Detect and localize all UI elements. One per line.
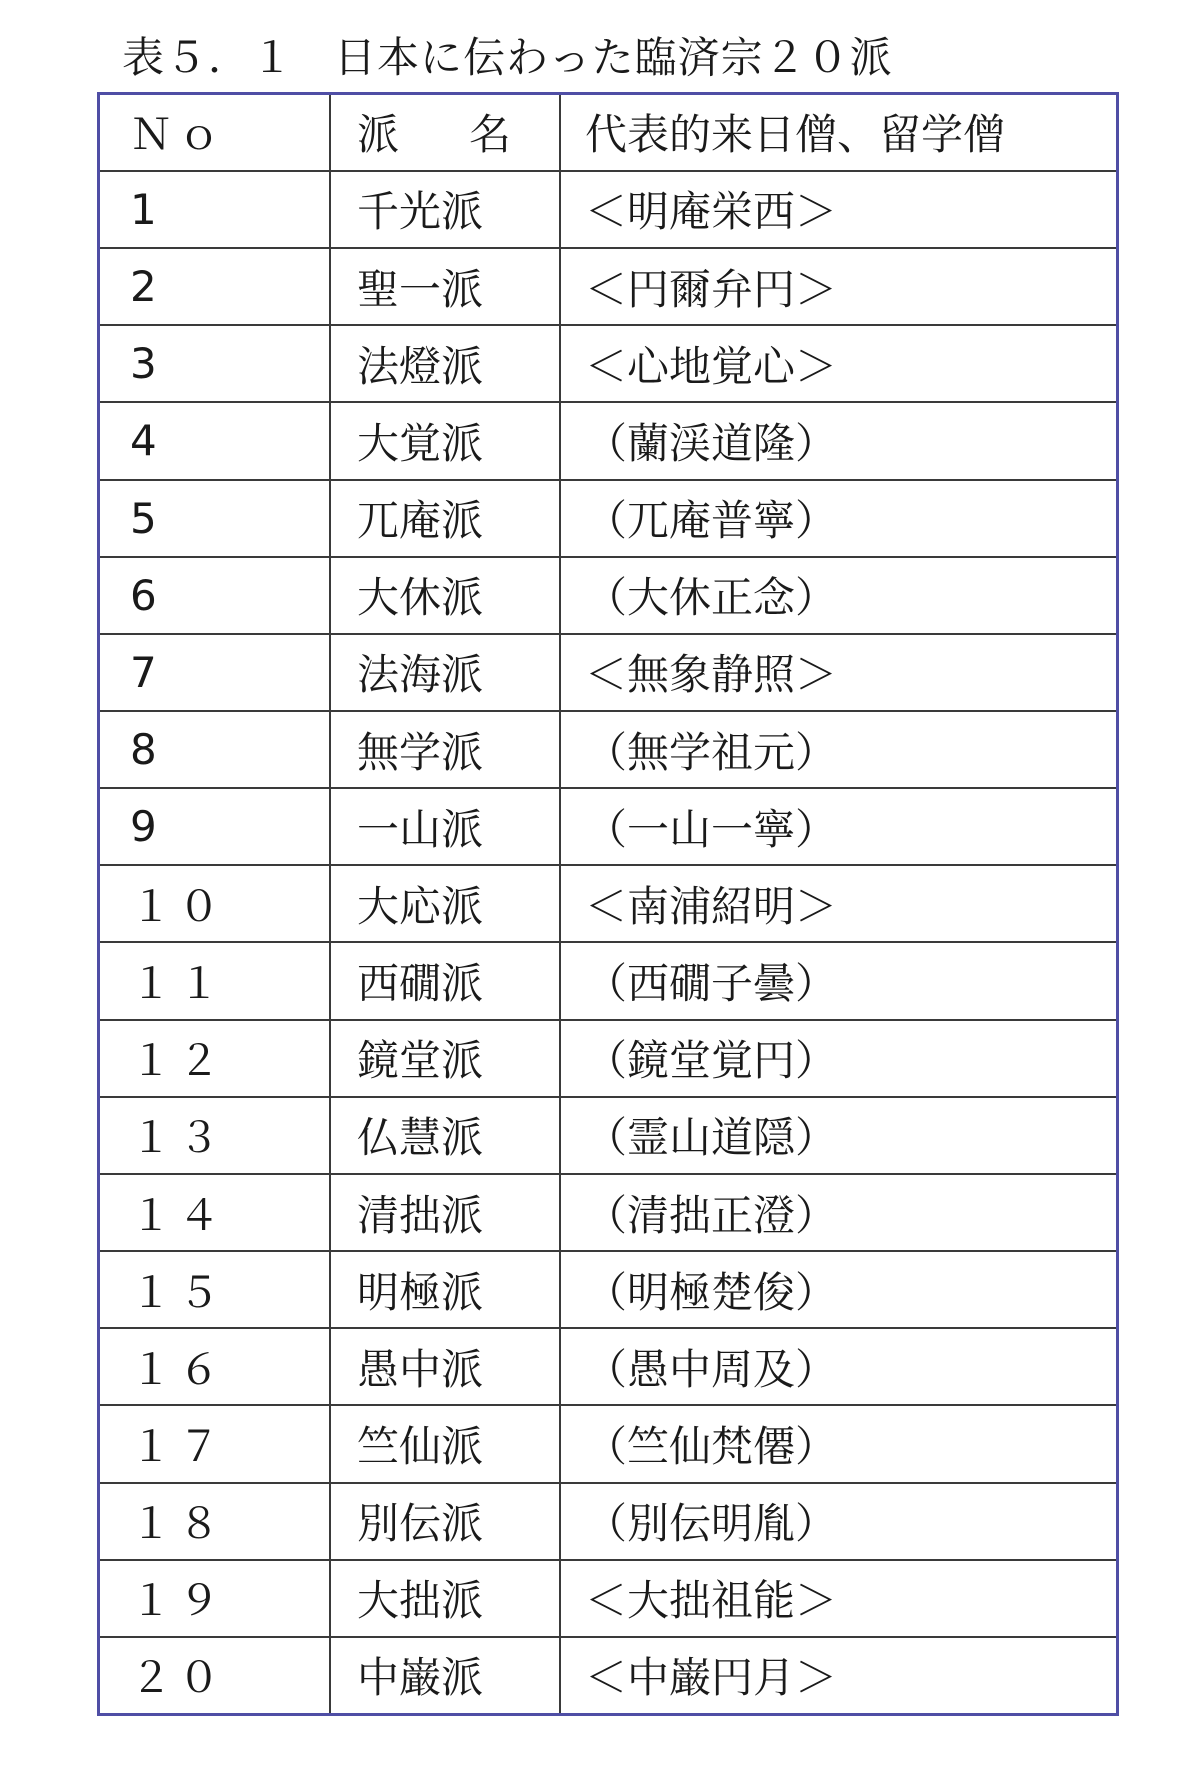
representative-monk: （鏡堂覚円） [560, 1020, 1116, 1097]
school-name: 西礀派 [330, 942, 560, 1019]
header-representative-monk: 代表的来日僧、留学僧 [560, 95, 1116, 171]
table-row [100, 634, 1116, 711]
row-number: １４ [100, 1174, 330, 1251]
representative-monk: （清拙正澄） [560, 1174, 1116, 1251]
table-row [100, 1405, 1116, 1482]
table-row [100, 1020, 1116, 1097]
school-name: 竺仙派 [330, 1405, 560, 1482]
row-number: １０ [100, 865, 330, 942]
representative-monk: ＜大拙祖能＞ [560, 1560, 1116, 1637]
school-name: 聖一派 [330, 248, 560, 325]
row-number: 2 [100, 248, 330, 325]
rinzai-schools-table [100, 95, 1116, 1713]
representative-monk: （無学祖元） [560, 711, 1116, 788]
header-no: Ｎｏ [100, 95, 330, 171]
row-number: 6 [100, 557, 330, 634]
school-name: 大応派 [330, 865, 560, 942]
table-row [100, 1097, 1116, 1174]
school-name: 大休派 [330, 557, 560, 634]
table-row [100, 788, 1116, 865]
representative-monk: （西礀子曇） [560, 942, 1116, 1019]
row-number: １７ [100, 1405, 330, 1482]
row-number: 1 [100, 171, 330, 248]
row-number: １６ [100, 1328, 330, 1405]
table-row [100, 557, 1116, 634]
representative-monk: ＜明庵栄西＞ [560, 171, 1116, 248]
representative-monk: （一山一寧） [560, 788, 1116, 865]
representative-monk: （明極楚俊） [560, 1251, 1116, 1328]
school-name: 兀庵派 [330, 480, 560, 557]
row-number: 8 [100, 711, 330, 788]
table-row [100, 711, 1116, 788]
header-row [100, 95, 1116, 171]
representative-monk: （竺仙梵僊） [560, 1405, 1116, 1482]
row-number: １９ [100, 1560, 330, 1637]
table-row [100, 942, 1116, 1019]
table-row [100, 1483, 1116, 1560]
table-row [100, 1174, 1116, 1251]
representative-monk: ＜心地覚心＞ [560, 325, 1116, 402]
row-number: 5 [100, 480, 330, 557]
table-title: 日本に伝わった臨済宗２０派 [334, 33, 893, 82]
school-name: 無学派 [330, 711, 560, 788]
row-number: １２ [100, 1020, 330, 1097]
school-name: 中巌派 [330, 1637, 560, 1713]
school-name: 法燈派 [330, 325, 560, 402]
school-name: 鏡堂派 [330, 1020, 560, 1097]
representative-monk: （別伝明胤） [560, 1483, 1116, 1560]
row-number: １１ [100, 942, 330, 1019]
school-name: 仏慧派 [330, 1097, 560, 1174]
table-row [100, 171, 1116, 248]
school-name: 清拙派 [330, 1174, 560, 1251]
table-caption [122, 30, 893, 86]
school-name: 愚中派 [330, 1328, 560, 1405]
representative-monk: ＜円爾弁円＞ [560, 248, 1116, 325]
representative-monk: （大休正念） [560, 557, 1116, 634]
representative-monk: ＜南浦紹明＞ [560, 865, 1116, 942]
table-frame [97, 92, 1119, 1716]
table-row [100, 480, 1116, 557]
row-number: ２０ [100, 1637, 330, 1713]
table-row [100, 402, 1116, 479]
table-row [100, 865, 1116, 942]
school-name: 明極派 [330, 1251, 560, 1328]
representative-monk: （愚中周及） [560, 1328, 1116, 1405]
table-row [100, 1637, 1116, 1713]
table-row [100, 1328, 1116, 1405]
representative-monk: （霊山道隠） [560, 1097, 1116, 1174]
header-school-name: 派 名 [330, 95, 560, 171]
row-number: 3 [100, 325, 330, 402]
table-row [100, 1560, 1116, 1637]
row-number: 4 [100, 402, 330, 479]
row-number: １３ [100, 1097, 330, 1174]
row-number: 7 [100, 634, 330, 711]
table-number: 表５．１ [122, 33, 295, 82]
school-name: 別伝派 [330, 1483, 560, 1560]
school-name: 一山派 [330, 788, 560, 865]
school-name: 大覚派 [330, 402, 560, 479]
school-name: 大拙派 [330, 1560, 560, 1637]
school-name: 千光派 [330, 171, 560, 248]
representative-monk: ＜中巌円月＞ [560, 1637, 1116, 1713]
row-number: １５ [100, 1251, 330, 1328]
row-number: １８ [100, 1483, 330, 1560]
representative-monk: （兀庵普寧） [560, 480, 1116, 557]
table-row [100, 325, 1116, 402]
representative-monk: ＜無象静照＞ [560, 634, 1116, 711]
table-body [100, 95, 1116, 1713]
table-row [100, 248, 1116, 325]
school-name: 法海派 [330, 634, 560, 711]
table-row [100, 1251, 1116, 1328]
row-number: 9 [100, 788, 330, 865]
representative-monk: （蘭渓道隆） [560, 402, 1116, 479]
